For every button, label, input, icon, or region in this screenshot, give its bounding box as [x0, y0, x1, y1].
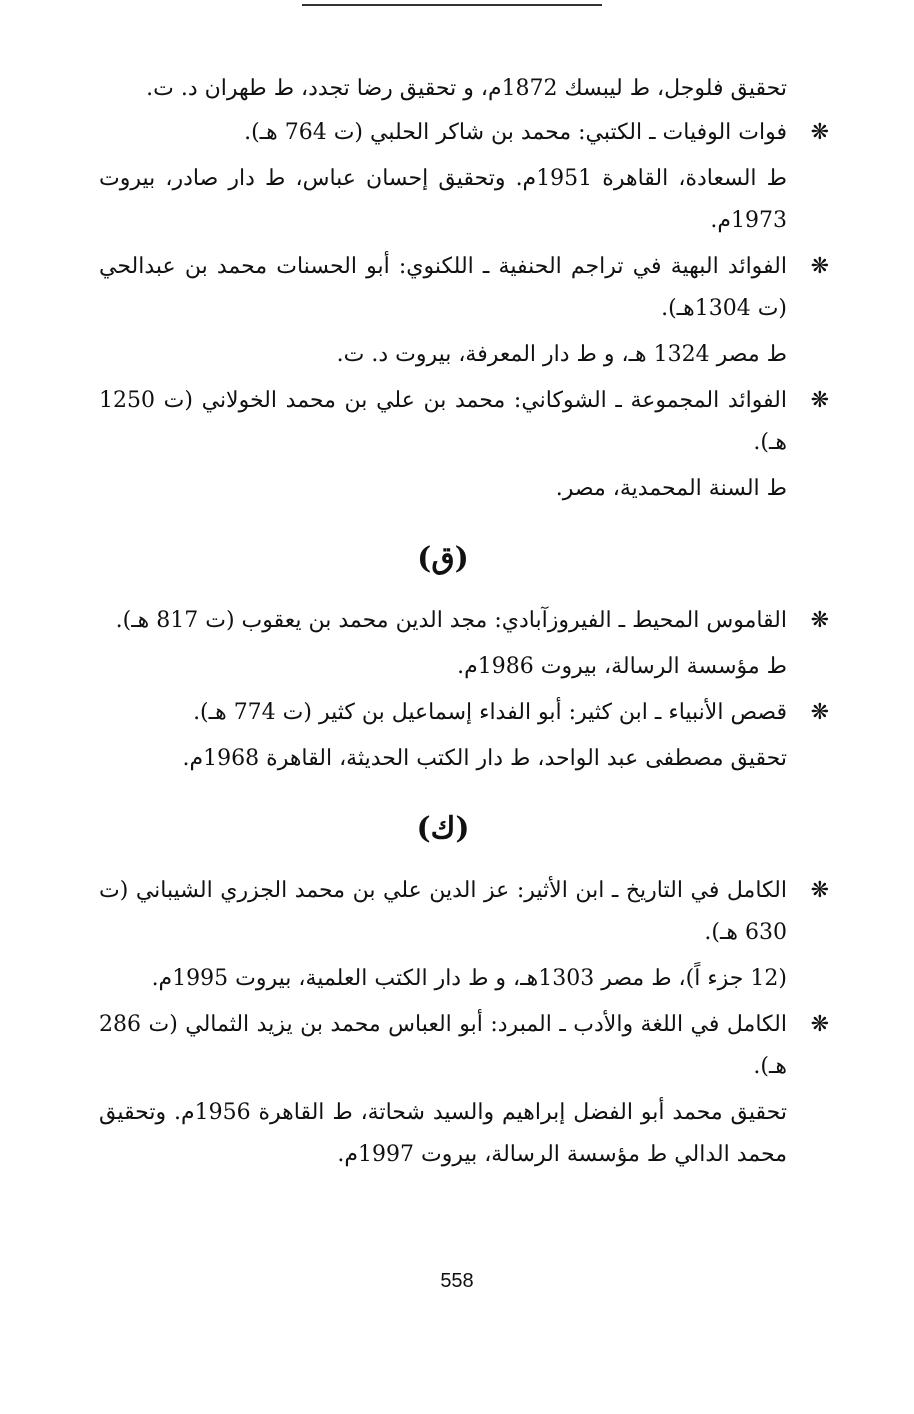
- entry-title: الفوائد المجموعة ـ الشوكاني: محمد بن علي بن محمد الخولاني (ت 1250 هـ).: [99, 388, 787, 455]
- section-heading-kaf: (ك): [416, 811, 470, 846]
- edition-note: [99, 468, 787, 510]
- entry-title: فوات الوفيات ـ الكتبي: محمد بن شاكر الحلبي (ت 764 هـ).: [244, 120, 787, 145]
- entry-title: الفوائد البهية في تراجم الحنفية ـ اللكنوي: أبو الحسنات محمد بن عبدالحي (ت 1304هـ).: [99, 254, 787, 321]
- edition-text: ط السنة المحمدية، مصر.: [555, 476, 787, 501]
- asterisk-icon: ❋: [810, 120, 829, 145]
- entry-title: الكامل في التاريخ ـ ابن الأثير: عز الدين علي بن محمد الجزري الشيباني (ت 630 هـ).: [99, 878, 787, 945]
- edition-note: [99, 158, 787, 242]
- top-rule: [302, 4, 602, 6]
- asterisk-icon: ❋: [810, 254, 829, 279]
- edition-note: [99, 1092, 787, 1176]
- bibliography-entry: [99, 870, 829, 954]
- bibliography-entry: [99, 380, 829, 464]
- page-number: 558: [440, 1270, 474, 1292]
- bibliography-entry: [99, 112, 829, 154]
- edition-note: [99, 334, 787, 376]
- asterisk-icon: ❋: [810, 608, 829, 633]
- text-line: تحقيق فلوجل، ط ليبسك 1872م، و تحقيق رضا تجدد، ط طهران د. ت.: [146, 76, 787, 101]
- edition-text: تحقيق مصطفى عبد الواحد، ط دار الكتب الحديثة، القاهرة 1968م.: [182, 746, 787, 771]
- edition-text: ط مؤسسة الرسالة، بيروت 1986م.: [457, 654, 787, 679]
- bibliography-entry: [99, 1004, 829, 1088]
- asterisk-icon: ❋: [810, 700, 829, 725]
- bibliography-entry: [99, 692, 829, 734]
- edition-text: (12 جزء اً)، ط مصر 1303هـ، و ط دار الكتب العلمية، بيروت 1995م.: [151, 966, 787, 991]
- edition-note: [99, 958, 787, 1000]
- edition-text: تحقيق محمد أبو الفضل إبراهيم والسيد شحاتة، ط القاهرة 1956م. وتحقيق محمد الدالي ط مؤسسة الرسالة، بيروت 1997م.: [99, 1100, 787, 1167]
- entry-title: الكامل في اللغة والأدب ـ المبرد: أبو العباس محمد بن يزيد الثمالي (ت 286 هـ).: [99, 1012, 787, 1079]
- continuation-line: [99, 68, 787, 110]
- bibliography-entry: [99, 246, 829, 330]
- edition-text: ط مصر 1324 هـ، و ط دار المعرفة، بيروت د. ت.: [336, 342, 787, 367]
- asterisk-icon: ❋: [810, 878, 829, 903]
- entry-title: قصص الأنبياء ـ ابن كثير: أبو الفداء إسماعيل بن كثير (ت 774 هـ).: [193, 700, 787, 725]
- entry-title: القاموس المحيط ـ الفيروزآبادي: مجد الدين محمد بن يعقوب (ت 817 هـ).: [115, 608, 787, 633]
- asterisk-icon: ❋: [810, 388, 829, 413]
- section-heading-qaf: (ق): [417, 541, 469, 576]
- asterisk-icon: ❋: [810, 1012, 829, 1037]
- edition-text: ط السعادة، القاهرة 1951م. وتحقيق إحسان عباس، ط دار صادر، بيروت 1973م.: [99, 166, 787, 233]
- edition-note: [99, 738, 787, 780]
- edition-note: [99, 646, 787, 688]
- bibliography-entry: [99, 600, 829, 642]
- bibliography-page: [99, 68, 829, 1180]
